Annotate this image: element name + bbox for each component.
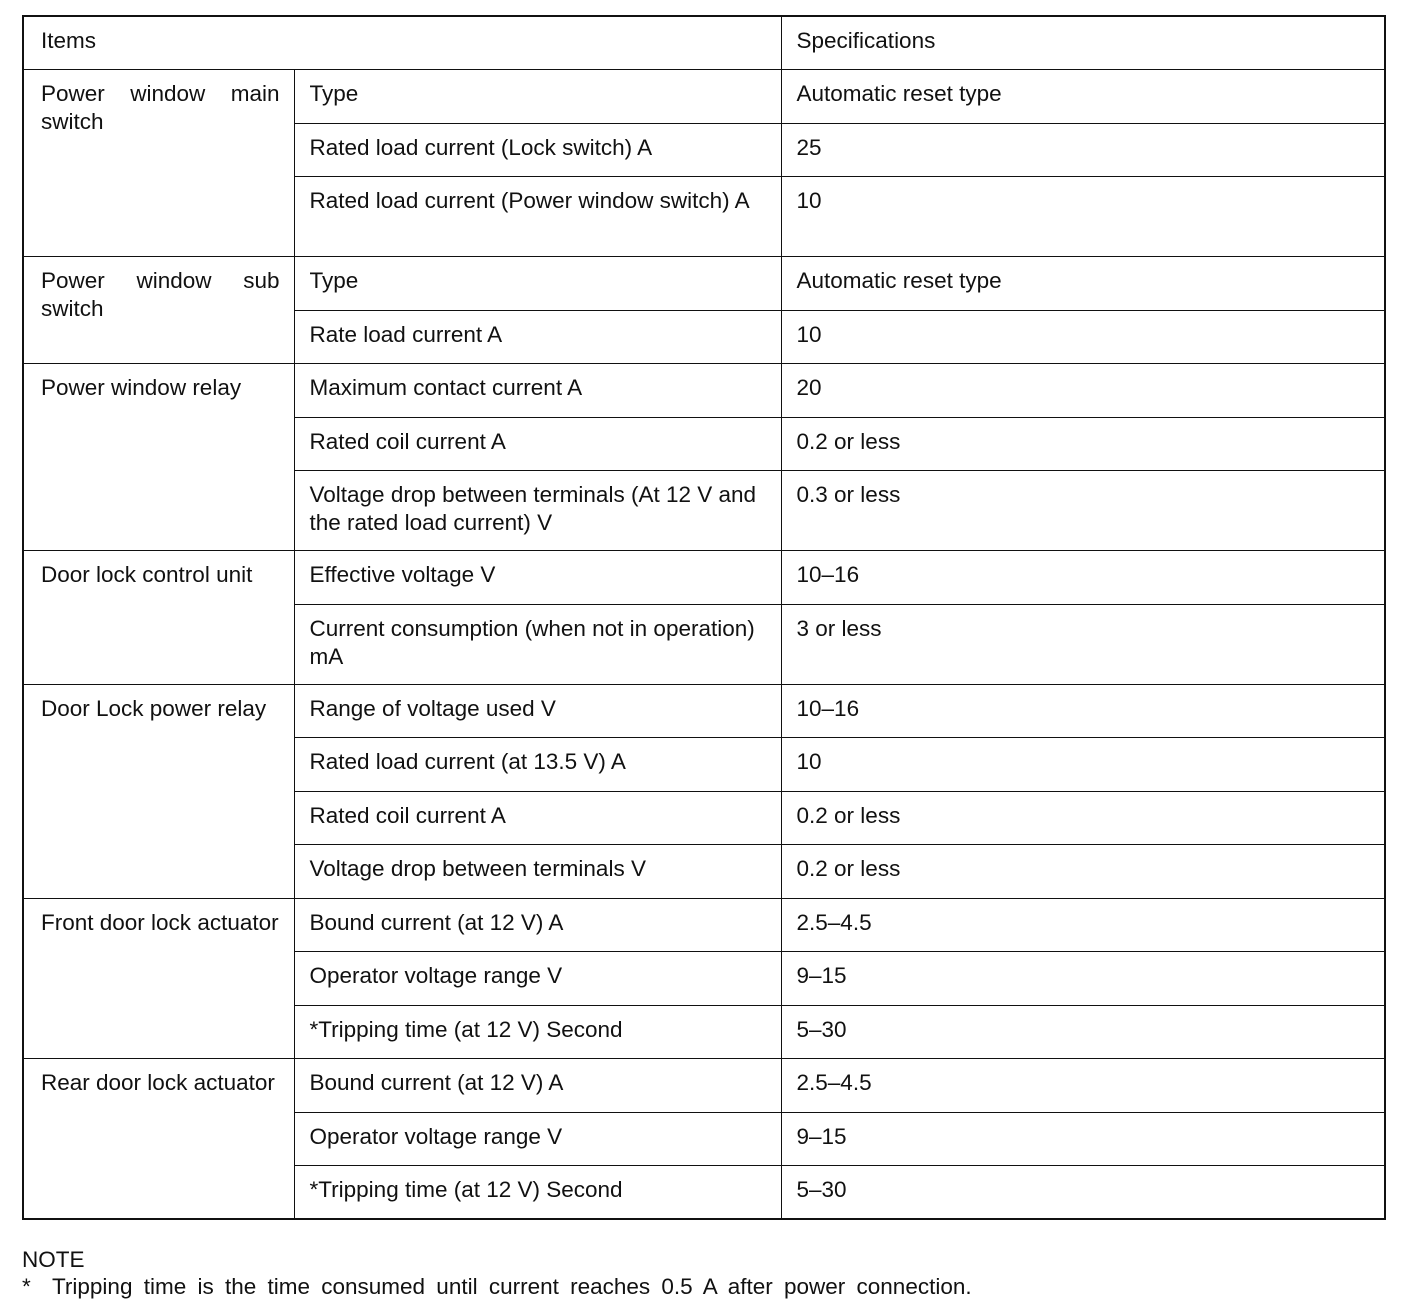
spec-cell: 25 xyxy=(781,123,1385,177)
spec-cell: 0.3 or less xyxy=(781,471,1385,551)
table-row xyxy=(23,898,1385,952)
spec-cell: 3 or less xyxy=(781,604,1385,684)
spec-cell: Automatic reset type xyxy=(781,257,1385,311)
specifications-table xyxy=(22,15,1386,1220)
parameter-cell: Rate load current A xyxy=(294,310,781,364)
parameter-cell: Voltage drop between terminals V xyxy=(294,845,781,899)
parameter-cell: Rated load current (Power window switch) A xyxy=(294,177,781,257)
table-row xyxy=(23,684,1385,738)
spec-cell: 10 xyxy=(781,738,1385,792)
header-specifications: Specifications xyxy=(781,16,1385,70)
parameter-cell: Operator voltage range V xyxy=(294,1112,781,1166)
item-name: Power window main switch xyxy=(23,70,294,257)
item-name: Door Lock power relay xyxy=(23,684,294,898)
parameter-cell: Rated load current (at 13.5 V) A xyxy=(294,738,781,792)
spec-cell: 10 xyxy=(781,310,1385,364)
spec-cell: 20 xyxy=(781,364,1385,418)
parameter-cell: Type xyxy=(294,257,781,311)
spec-cell: 10–16 xyxy=(781,684,1385,738)
parameter-cell: Bound current (at 12 V) A xyxy=(294,1059,781,1113)
item-name: Rear door lock actuator xyxy=(23,1059,294,1220)
item-name: Power window relay xyxy=(23,364,294,551)
parameter-cell: Rated load current (Lock switch) A xyxy=(294,123,781,177)
table-row xyxy=(23,1059,1385,1113)
table-row xyxy=(23,70,1385,124)
parameter-cell: *Tripping time (at 12 V) Second xyxy=(294,1166,781,1220)
spec-cell: 9–15 xyxy=(781,952,1385,1006)
item-name: Power window sub switch xyxy=(23,257,294,364)
table-row xyxy=(23,551,1385,605)
spec-cell: 0.2 or less xyxy=(781,417,1385,471)
note-title: NOTE xyxy=(22,1247,85,1272)
spec-cell: 5–30 xyxy=(781,1005,1385,1059)
parameter-cell: Rated coil current A xyxy=(294,417,781,471)
parameter-cell: Bound current (at 12 V) A xyxy=(294,898,781,952)
parameter-cell: Current consumption (when not in operation) mA xyxy=(294,604,781,684)
parameter-cell: Maximum contact current A xyxy=(294,364,781,418)
parameter-cell: Voltage drop between terminals (At 12 V and the rated load current) V xyxy=(294,471,781,551)
header-row xyxy=(23,16,1385,70)
table-row xyxy=(23,257,1385,311)
parameter-cell: Rated coil current A xyxy=(294,791,781,845)
header-items: Items xyxy=(23,16,781,70)
spec-cell: 5–30 xyxy=(781,1166,1385,1220)
note-body xyxy=(22,1273,972,1300)
parameter-cell: Type xyxy=(294,70,781,124)
parameter-cell: *Tripping time (at 12 V) Second xyxy=(294,1005,781,1059)
spec-cell: 0.2 or less xyxy=(781,845,1385,899)
spec-cell: 2.5–4.5 xyxy=(781,898,1385,952)
table-row xyxy=(23,364,1385,418)
note-section xyxy=(22,1246,972,1300)
spec-cell: Automatic reset type xyxy=(781,70,1385,124)
spec-cell: 2.5–4.5 xyxy=(781,1059,1385,1113)
item-name: Door lock control unit xyxy=(23,551,294,685)
spec-cell: 0.2 or less xyxy=(781,791,1385,845)
spec-cell: 10 xyxy=(781,177,1385,257)
note-marker: * xyxy=(22,1274,31,1299)
spec-cell: 10–16 xyxy=(781,551,1385,605)
parameter-cell: Range of voltage used V xyxy=(294,684,781,738)
note-text: Tripping time is the time consumed until current reaches 0.5 A after power connection. xyxy=(52,1274,972,1299)
item-name: Front door lock actuator xyxy=(23,898,294,1059)
spec-cell: 9–15 xyxy=(781,1112,1385,1166)
parameter-cell: Effective voltage V xyxy=(294,551,781,605)
parameter-cell: Operator voltage range V xyxy=(294,952,781,1006)
